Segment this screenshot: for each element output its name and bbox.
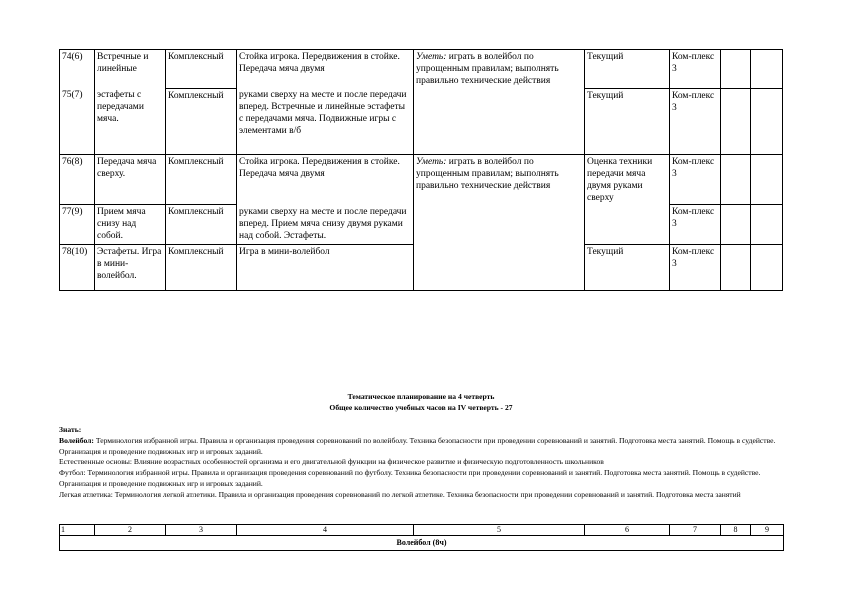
football-note: Футбол: Терминология избранной игры. Правила и организация проведения соревнований по футболу. Техника безопасности при проведении соревнований и занятий. Подготовка места занятий. Помощь в судействе. Организация и проведение подвижных игр и игровых заданий. [59,468,761,488]
empty-cell [751,205,783,245]
column-number: 9 [751,525,784,536]
section-row [60,536,784,551]
empty-cell [751,88,783,154]
lesson-skills [414,50,585,89]
lesson-content: руками сверху на месте и после передачи вперед. Встречные и линейные эстафеты с передачами мяча. Подвижные игры с элементами в/б [237,88,414,154]
empty-cell [721,88,751,154]
column-number: 4 [237,525,414,536]
lesson-number: 77(9) [60,205,95,245]
lesson-topic: Передача мяча сверху. [95,154,166,205]
lesson-number: 74(6) [60,50,95,89]
lesson-type: Комплексный [166,50,237,89]
lesson-topic: Прием мяча снизу над собой. [95,205,166,245]
lesson-type: Комплексный [166,154,237,205]
lesson-number: 78(10) [60,245,95,291]
skills-label: Уметь: [416,52,447,62]
lesson-control: Текущий [585,88,670,154]
lesson-number: 75(7) [60,88,95,154]
column-number: 1 [60,525,95,536]
empty-cell [721,154,751,205]
lesson-homework: Ком-плекс 3 [670,88,721,154]
empty-cell [751,245,783,291]
lesson-plan-table [59,49,783,291]
column-numbers-row [60,525,784,536]
column-number: 3 [166,525,237,536]
lesson-content: руками сверху на месте и после передачи вперед. Прием мяча снизу двумя руками над собой. Эстафеты. [237,205,414,245]
section-title: Волейбол (8ч) [60,536,784,551]
lesson-topic: эстафеты с передачами мяча. [95,88,166,154]
table-row [60,245,783,291]
skills-label: Уметь: [416,156,447,167]
column-number: 5 [414,525,585,536]
lesson-homework: Ком-плекс 3 [670,154,721,205]
skills-text: играть в волейбол по упрощенным правилам; выполнять правильно технические действия [416,156,559,191]
empty-cell [721,50,751,89]
lesson-control: Текущий [585,245,670,291]
lesson-type: Комплексный [166,205,237,245]
lesson-skills-cont [414,205,585,245]
column-number: 7 [670,525,721,536]
athletics-note: Легкая атлетика: Терминология легкой атлетики. Правила и организация проведения соревнований по легкой атлетике. Техника безопасности при проведении соревнований и занятий. Подготовка места занятий [59,489,741,499]
column-number: 2 [95,525,166,536]
hours-summary: Общее количество учебных часов на IV четверть - 27 [329,403,513,412]
volleyball-label: Волейбол: [59,435,94,445]
lesson-content: Стойка игрока. Передвижения в стойке. Передача мяча двумя [237,50,414,89]
lesson-type: Комплексный [166,245,237,291]
table-row [60,50,783,89]
know-label: Знать: [59,425,82,434]
lesson-number: 76(8) [60,154,95,205]
lesson-content: Игра в мини-волейбол [237,245,414,291]
column-number: 6 [585,525,670,536]
empty-cell [721,205,751,245]
empty-cell [721,245,751,291]
column-header-table [59,524,784,551]
knowledge-notes [59,425,783,501]
lesson-topic: Эстафеты. Игра в мини-волейбол. [95,245,166,291]
lesson-skills-cont [414,245,585,291]
empty-cell [751,154,783,205]
lesson-topic: Встречные и линейные [95,50,166,89]
science-note: Естественные основы: Влияние возрастных особенностей организма и его двигательной функции на физическое развитие и физическую подготовленность школьников [59,457,604,467]
skills-text: играть в волейбол по упрощенным правилам; выполнять правильно технические действия [416,52,559,86]
lesson-control: Текущий [585,50,670,89]
column-number: 8 [721,525,751,536]
lesson-homework: Ком-плекс 3 [670,50,721,89]
lesson-type: Комплексный [166,88,237,154]
volleyball-note [59,436,783,458]
table-row [60,205,783,245]
lesson-skills [414,154,585,205]
lesson-control-cont [585,205,670,245]
volleyball-text: Терминология избранной игры. Правила и организация проведения соревнований по волейболу. Техника безопасности при проведении соревнований и занятий. Подготовка места занятий. Помощь в судействе. Организация и проведение подвижных игр и игровых заданий. [59,435,776,456]
empty-cell [751,50,783,89]
table-row [60,88,783,154]
page-title: Тематическое планирование на 4 четверть [347,392,495,401]
table-row [60,154,783,205]
lesson-skills-cont [414,88,585,154]
lesson-control: Оценка техники передачи мяча двумя руками сверху [585,154,670,205]
lesson-content: Стойка игрока. Передвижения в стойке. Передача мяча двумя [237,154,414,205]
lesson-homework: Ком-плекс 3 [670,205,721,245]
lesson-homework: Ком-плекс 3 [670,245,721,291]
